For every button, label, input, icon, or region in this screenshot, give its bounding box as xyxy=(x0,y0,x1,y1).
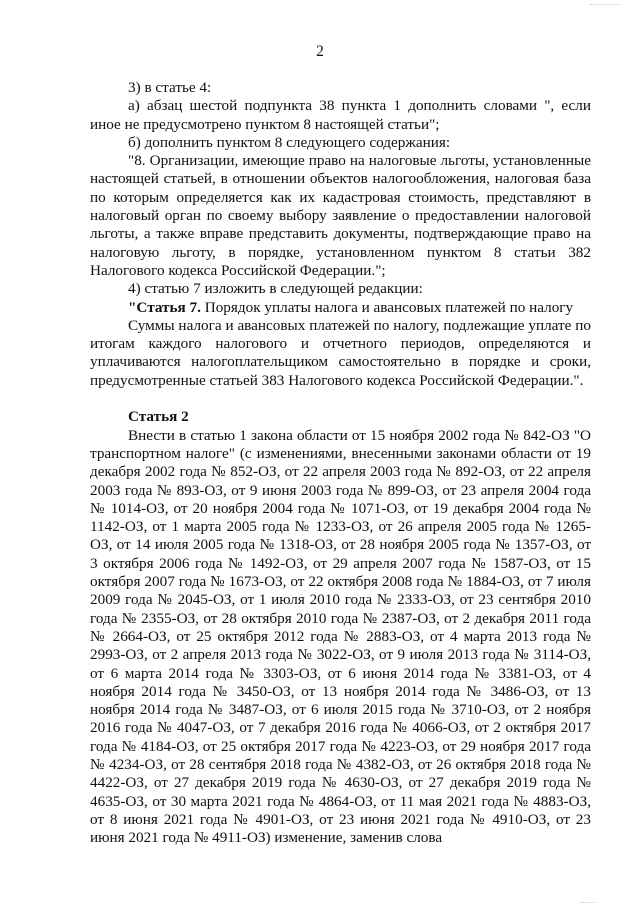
article7-title-text: Порядок уплаты налога и авансовых платежей по налогу xyxy=(200,298,574,316)
article4-subitem-a: а) абзац шестой подпункта 38 пункта 1 дополнить словами ", если иное не предусмотрено пунктом 8 настоящей статьи"; xyxy=(90,97,591,133)
article7-intro: 4) статью 7 изложить в следующей редакции: xyxy=(128,280,423,298)
point8-text: "8. Организации, имеющие право на налоговые льготы, установленные настоящей статьей, в отношении объектов налогообложения, налоговая база по которым определяется как их кадастровая стоимость, представляют в налоговый орган по своему выбору заявление о предоставлении налоговой льготы, а также вправе представить документы, подтверждающие право на налоговую льготу, в порядке, установленном пунктом 8 статьи 382 Налогового кодекса Российской Федерации."; xyxy=(90,152,591,279)
article7-title xyxy=(90,299,591,317)
document-body xyxy=(90,79,591,847)
article4-intro: 3) в статье 4: xyxy=(128,79,212,96)
page-number: 2 xyxy=(316,43,324,60)
article7-body: Суммы налога и авансовых платежей по налогу, подлежащие уплате по итогам каждого налогового и отчетного периодов, определяются и уплачиваются налогоплательщиком самостоятельно в порядке и сроки, предусмотренные статьей 383 Налогового кодекса Российской Федерации.". xyxy=(90,316,591,389)
scan-mark-bottom xyxy=(580,899,596,903)
article7-title-label: "Статья 7. xyxy=(128,298,201,316)
article2-body: Внести в статью 1 закона области от 15 ноября 2002 года № 842-ОЗ "О транспортном налоге" (с изменениями, внесенными законами области от 19 декабря 2002 года № 852-ОЗ, от 22 апреля 2003 года № 892-ОЗ, от 22 апреля 2003 года № 893-ОЗ, от 9 июня 2003 года № 899-ОЗ, от 23 апреля 2004 года № 1014-ОЗ, от 20 ноября 2004 года № 1071-ОЗ, от 19 декабря 2004 года № 1142-ОЗ, от 1 марта 2005 года № 1233-ОЗ, от 26 апреля 2005 года № 1265-ОЗ, от 14 июля 2005 года № 1318-ОЗ, от 28 ноября 2005 года № 1357-ОЗ, от 3 октября 2006 года № 1492-ОЗ, от 29 апреля 2007 года № 1587-ОЗ, от 15 октября 2007 года № 1673-ОЗ, от 22 октября 2008 года № 1884-ОЗ, от 7 июля 2009 года № 2045-ОЗ, от 1 июля 2010 года № 2333-ОЗ, от 23 сентября 2010 года № 2355-ОЗ, от 28 октября 2010 года № 2387-ОЗ, от 2 декабря 2011 года № 2664-ОЗ, от 25 октября 2012 года № 2883-ОЗ, от 4 марта 2013 года № 2993-ОЗ, от 2 апреля 2013 года № 3022-ОЗ, от 9 июля 2013 года № 3114-ОЗ, от 6 марта 2014 года № 3303-ОЗ, от 6 июня 2014 года № 3381-ОЗ, от 4 ноября 2014 года № 3450-ОЗ, от 13 ноября 2014 года № 3486-ОЗ, от 13 ноября 2014 года № 3487-ОЗ, от 6 июля 2015 года № 3710-ОЗ, от 2 ноября 2016 года № 4047-ОЗ, от 7 декабря 2016 года № 4066-ОЗ, от 2 октября 2017 года № 4184-ОЗ, от 25 октября 2017 года № 4223-ОЗ, от 29 ноября 2017 года № 4234-ОЗ, от 28 сентября 2018 года № 4382-ОЗ, от 26 октября 2018 года № 4422-ОЗ, от 27 декабря 2019 года № 4630-ОЗ, от 27 декабря 2019 года № 4635-ОЗ, от 30 марта 2021 года № 4864-ОЗ, от 11 мая 2021 года № 4883-ОЗ, от 8 июня 2021 года № 4901-ОЗ, от 23 июня 2021 года № 4910-ОЗ, от 23 июня 2021 года № 4911-ОЗ) изменение, заменив слова xyxy=(90,426,591,847)
article2-heading: Статья 2 xyxy=(128,408,189,426)
scan-mark xyxy=(590,0,620,5)
article4-subitem-b: б) дополнить пунктом 8 следующего содержания: xyxy=(128,133,451,151)
